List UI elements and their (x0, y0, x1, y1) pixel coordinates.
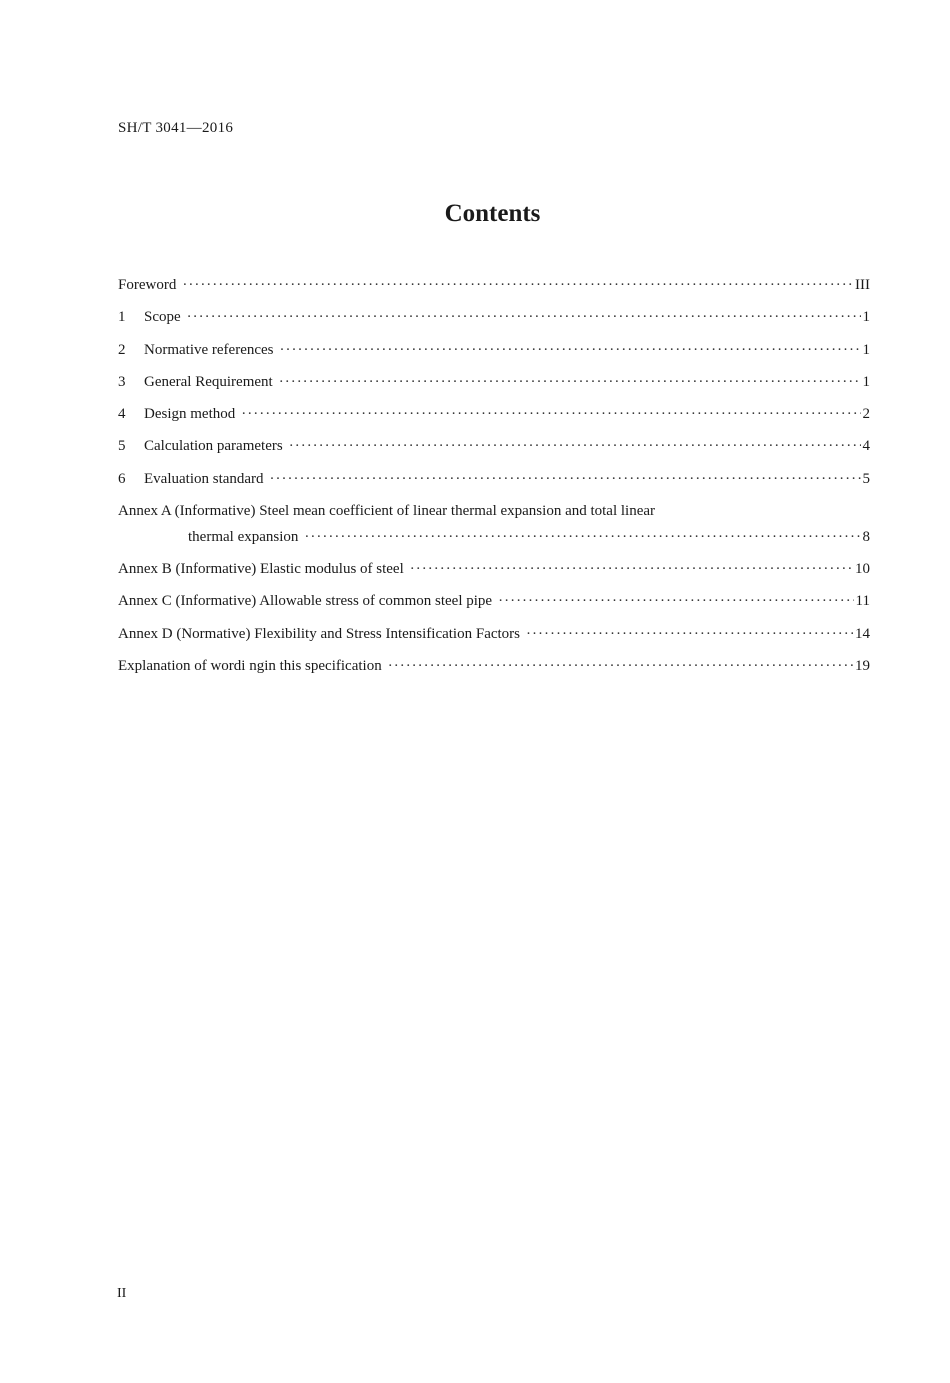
toc-page-number: 10 (855, 561, 870, 578)
toc-entry-label-continuation: thermal expansion (188, 529, 299, 546)
page-title: Contents (444, 200, 541, 227)
toc-page-number: 11 (855, 593, 870, 610)
toc-entry-label: Design method (144, 406, 236, 423)
toc-page-number: 19 (855, 657, 870, 674)
toc-entry-label: Foreword (118, 277, 177, 293)
toc-leader-dots (388, 656, 853, 676)
document-code: SH/T 3041—2016 (118, 120, 234, 136)
toc-entry-number: 3 (118, 373, 126, 390)
toc-entry-label: Scope (144, 309, 181, 326)
toc-entry-annex-a[interactable] (118, 501, 870, 559)
toc-page-number: 1 (862, 373, 870, 390)
toc-leader-dots (279, 372, 861, 392)
toc-entry-general-requirement[interactable] (118, 372, 870, 404)
toc-entry-label: Annex D (Normative) Flexibility and Stress Intensification Factors (118, 625, 521, 642)
toc-entry-label: Annex B (Informative) Elastic modulus of steel (118, 561, 404, 578)
toc-entry-foreword[interactable] (118, 275, 870, 307)
toc-entry-number: 5 (118, 438, 126, 455)
toc-entry-explanation-of-wording[interactable] (118, 656, 870, 688)
toc-entry-evaluation-standard[interactable] (118, 469, 870, 501)
toc-entry-label: Annex A (Informative) Steel mean coefficient of linear thermal expansion and total linear (118, 503, 656, 520)
toc-entry-calculation-parameters[interactable] (118, 436, 870, 468)
toc-leader-dots (498, 591, 853, 611)
toc-entry-number: 2 (118, 341, 126, 358)
toc-leader-dots (280, 340, 861, 360)
toc-leader-dots (187, 307, 861, 327)
toc-entry-continuation (118, 527, 870, 547)
toc-entry-normative-references[interactable] (118, 340, 870, 372)
toc-entry-annex-b[interactable] (118, 559, 870, 591)
toc-entry-number: 6 (118, 470, 126, 487)
toc-entry-scope[interactable] (118, 307, 870, 339)
toc-page-number: 5 (862, 470, 870, 487)
toc-page-number: 1 (862, 309, 870, 326)
toc-leader-dots (304, 527, 860, 547)
toc-entry-label: General Requirement (144, 373, 273, 390)
toc-entry-label: Normative references (144, 341, 274, 358)
toc-leader-dots (526, 624, 853, 644)
toc-entry-annex-c[interactable] (118, 591, 870, 623)
toc-entry-label: Evaluation standard (144, 470, 264, 487)
toc-entry-number: 1 (118, 309, 126, 326)
toc-page-number: 14 (855, 625, 870, 642)
toc-entry-label: Calculation parameters (144, 438, 283, 455)
toc-page-number: III (855, 277, 870, 293)
table-of-contents (118, 275, 870, 688)
toc-page-number: 1 (862, 341, 870, 358)
toc-entry-label: Annex C (Informative) Allowable stress of common steel pipe (118, 593, 493, 610)
toc-entry-label: Explanation of wordi ngin this specification (118, 657, 382, 674)
toc-entry-design-method[interactable] (118, 404, 870, 436)
toc-leader-dots (182, 275, 853, 295)
toc-leader-dots (241, 404, 860, 424)
toc-entry-number: 4 (118, 406, 126, 423)
toc-leader-dots (410, 559, 853, 579)
toc-page-number: 8 (862, 529, 870, 546)
toc-leader-dots (289, 436, 861, 456)
toc-page-number: 4 (862, 438, 870, 455)
toc-entry-annex-d[interactable] (118, 624, 870, 656)
toc-page-number: 2 (862, 406, 870, 423)
toc-leader-dots (270, 469, 861, 489)
footer-page-number: II (117, 1286, 127, 1301)
